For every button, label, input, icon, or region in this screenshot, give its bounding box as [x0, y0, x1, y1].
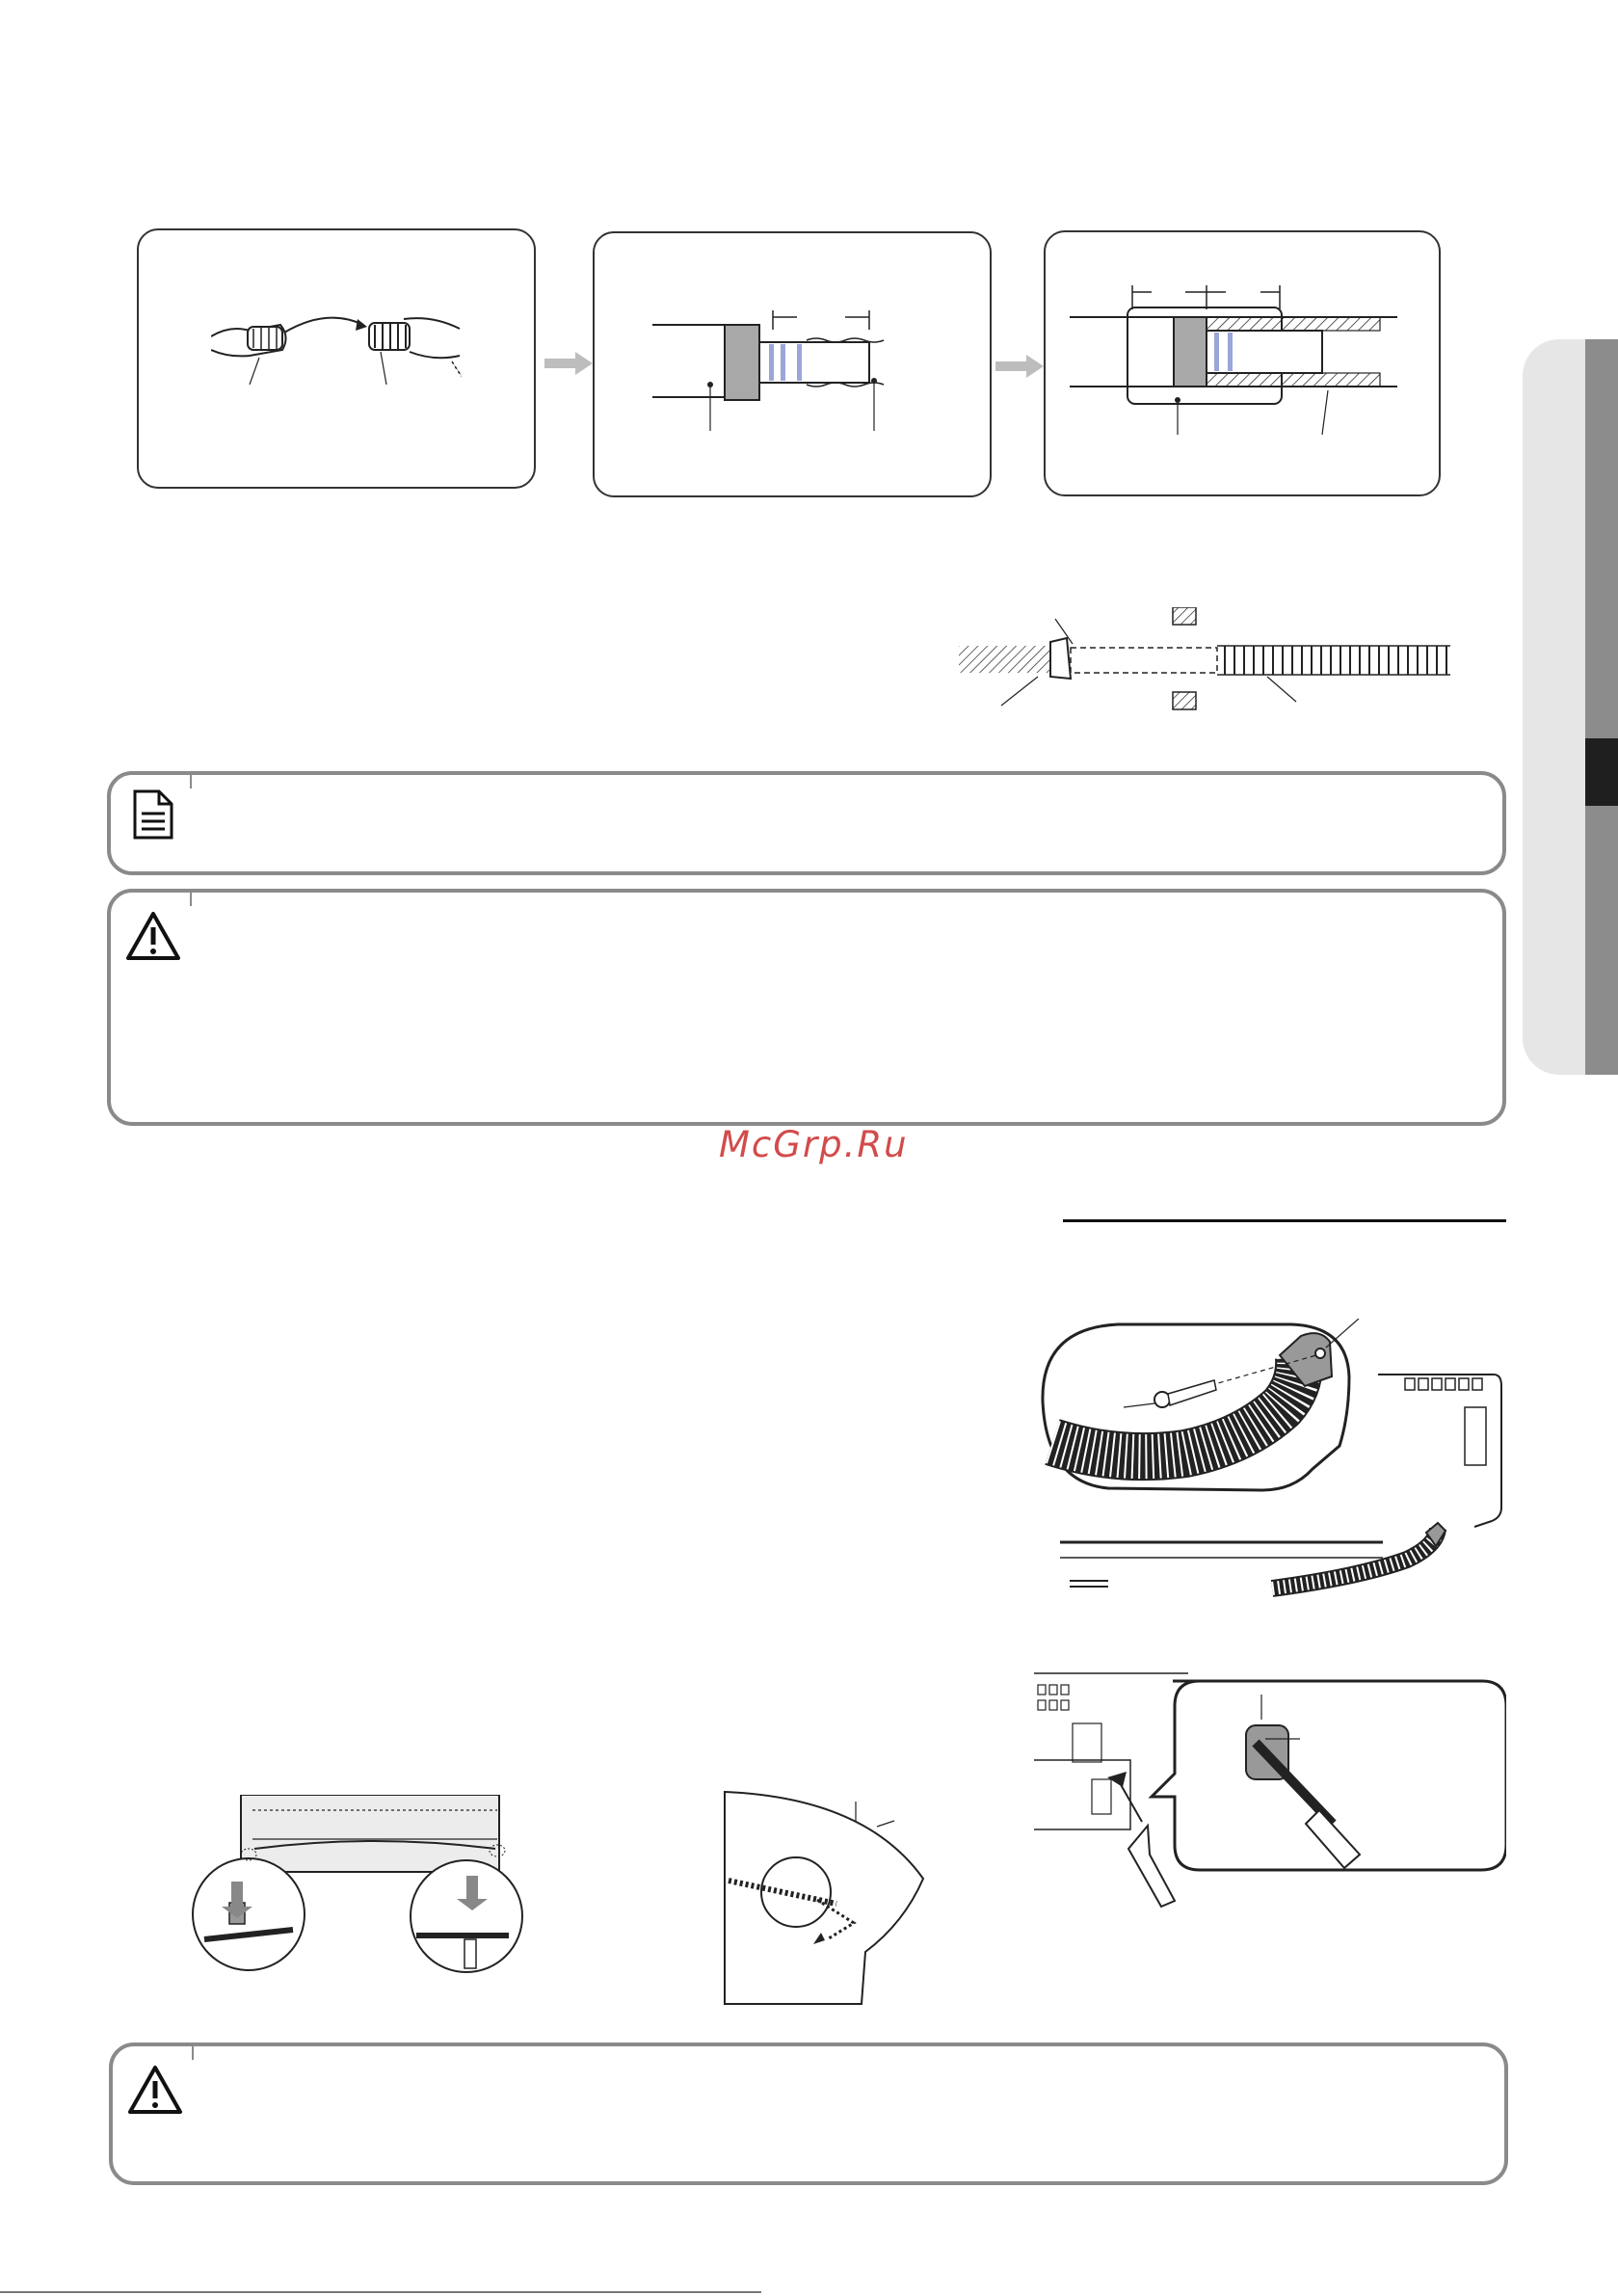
footer-rule	[0, 2291, 761, 2293]
warning-icon	[124, 910, 182, 962]
side-tab	[1523, 339, 1618, 1075]
unit-bottom-drain-tray-icon	[191, 1795, 530, 2016]
step-panel-2	[593, 231, 992, 497]
hose-through-wall-icon	[959, 607, 1460, 713]
note-box	[107, 771, 1506, 875]
step-panel-3	[1044, 230, 1441, 496]
unit-side-profile-icon	[721, 1788, 929, 2010]
drain-hose-screw-fastening-icon	[1041, 1319, 1513, 1617]
arrow-right-icon	[544, 352, 593, 375]
step-panel-1	[137, 228, 536, 489]
section-rule	[1063, 1219, 1506, 1222]
drain-plug-screwdriver-icon	[1034, 1666, 1506, 1916]
caution-box	[109, 2042, 1508, 2185]
hands-connecting-hose-icon	[211, 307, 462, 385]
side-tab-stripe	[1585, 339, 1618, 1075]
side-tab-active-mark	[1585, 738, 1618, 806]
hose-insert-diagram-icon	[652, 296, 932, 431]
warning-icon	[126, 2064, 184, 2116]
caution-box	[107, 889, 1506, 1126]
watermark: McGrp.Ru	[719, 1124, 909, 1165]
arrow-right-icon	[995, 355, 1044, 378]
note-icon	[132, 788, 174, 841]
hose-joint-section-icon	[1070, 280, 1397, 435]
